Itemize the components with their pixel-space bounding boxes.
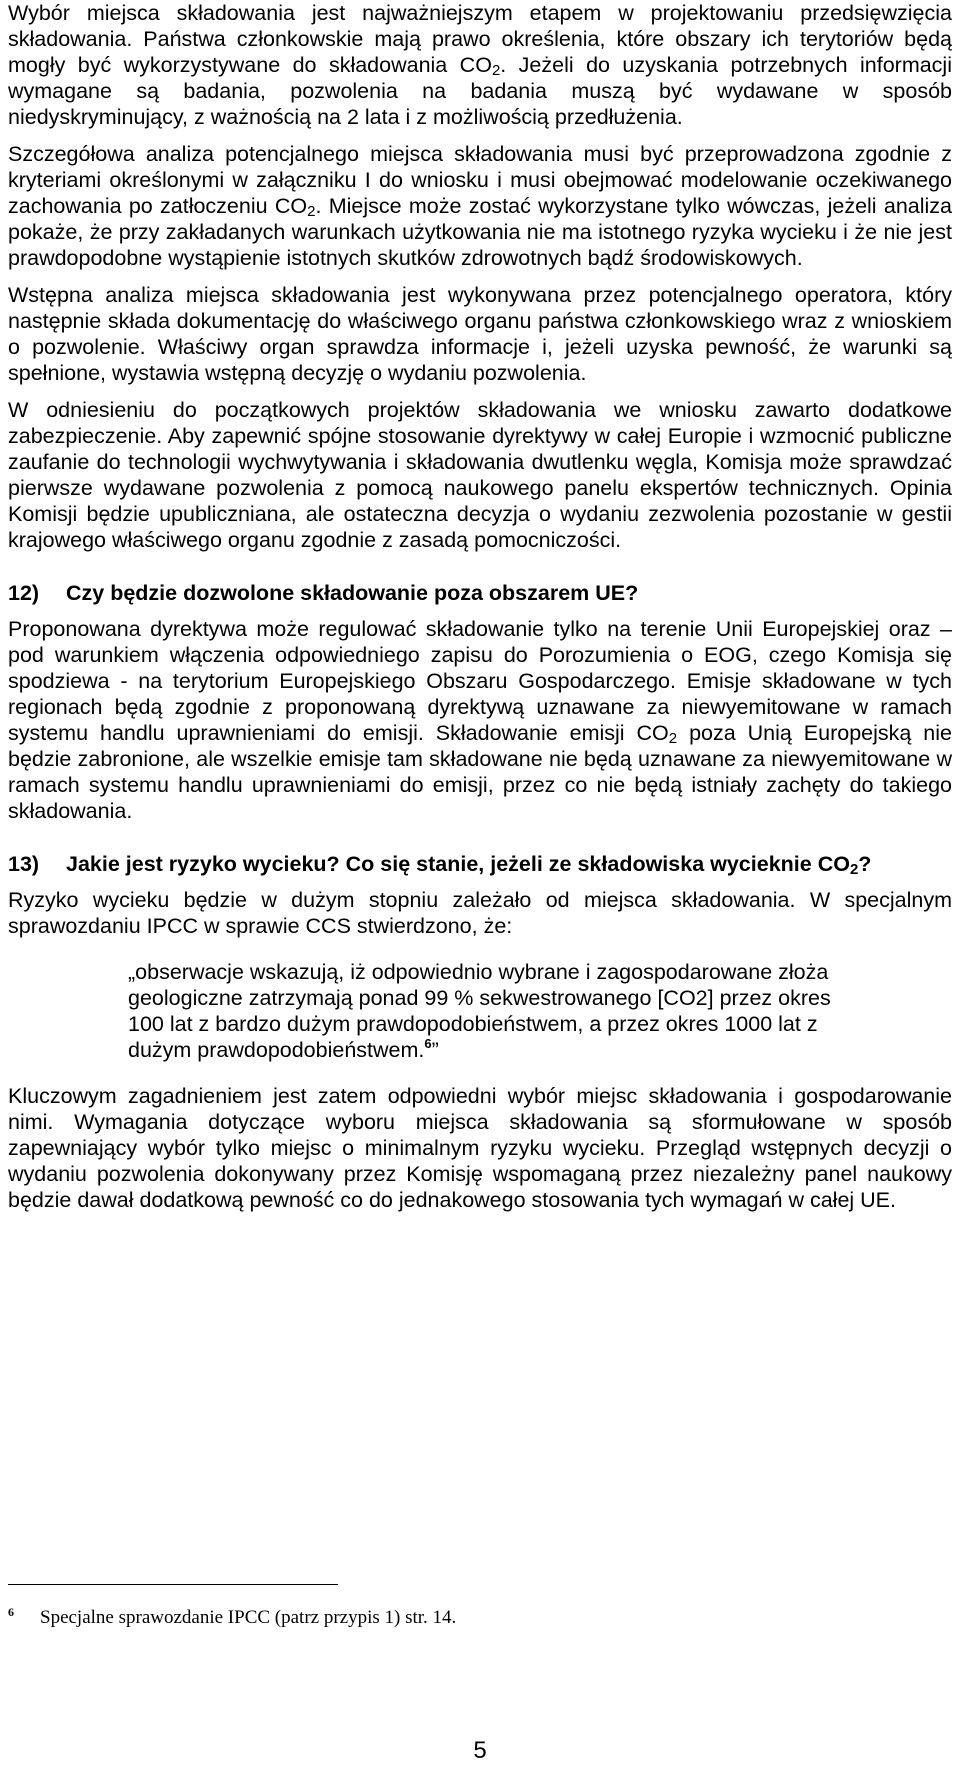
paragraph-preliminary-analysis: Wstępna analiza miejsca składowania jest wykonywana przez potencjalnego operatora, który następnie składa dokumentację do właściwego organu państwa członkowskiego wraz z wnioskiem o pozwolenie. Właściwy organ sprawdza informacje i, jeżeli uzyska pewność, że warunki są spełnione, wystawia wstępną decyzję o wydaniu pozwolenia.: [8, 283, 952, 385]
paragraph-leak-risk: Ryzyko wycieku będzie w dużym stopniu zależało od miejsca składowania. W specjalnym sprawozdaniu IPCC w sprawie CCS stwierdzono, że:: [8, 888, 952, 938]
page-number: 5: [473, 1737, 487, 1764]
paragraph-storage-outside-eu: Proponowana dyrektywa może regulować składowanie tylko na terenie Unii Europejskiej oraz – pod warunkiem włączenia odpowiedniego zapisu do Porozumienia o EOG, czego Komisja się spodziewa - na terytorium Europejskiego Obszaru Gospodarczego. Emisje składowane w tych regionach będą zgodnie z proponowaną dyrektywą uznawane za niewyemitowane w ramach systemu handlu uprawnieniami do emisji. Składowanie emisji $CO_2$ poza Unią Europejską nie będzie zabronione, ale wszelkie emisje tam składowane nie będą uznawane za niewyemitowane w ramach systemu handlu uprawnieniami do emisji, przez co nie będą istniały zachęty do takiego składowania.: [8, 617, 952, 823]
paragraph-additional-safeguard: W odniesieniu do początkowych projektów składowania we wniosku zawarto dodatkowe zabezpieczenie. Aby zapewnić spójne stosowanie dyrektywy w całej Europie i wzmocnić publiczne zaufanie do technologii wychwytywania i składowania dwutlenku węgla, Komisja może sprawdzać pierwsze wydawane pozwolenia z pomocą naukowego panelu ekspertów technicznych. Opinia Komisji będzie upubliczniana, ale ostateczna decyzja o wydaniu zezwolenia pozostanie w gestii krajowego właściwego organu zgodnie z zasadą pomocniczości.: [8, 398, 952, 552]
footnote-mark: 6: [8, 1605, 14, 1619]
footnote-text: Specjalne sprawozdanie IPCC (patrz przypis 1) str. 14.: [40, 1607, 457, 1628]
paragraph-site-selection: Wybór miejsca składowania jest najważniejszym etapem w projektowaniu przedsięwzięcia składowania. Państwa członkowskie mają prawo określenia, które obszary ich terytoriów będą mogły być wykorzystywane do składowania $CO_2$. Jeżeli do uzyskania potrzebnych informacji wymagane są badania, pozwolenia na badania muszą być wydawane w sposób niedyskryminujący, z ważnością na 2 lata i z możliwością przedłużenia.: [8, 1, 952, 129]
paragraph-site-analysis: Szczegółowa analiza potencjalnego miejsca składowania musi być przeprowadzona zgodnie z kryteriami określonymi w załączniku I do wniosku i musi obejmować modelowanie oczekiwanego zachowania po zatłoczeniu $CO_2$. Miejsce może zostać wykorzystane tylko wówczas, jeżeli analiza pokaże, że przy zakładanych warunkach użytkowania nie ma istotnego ryzyka wycieku i że nie jest prawdopodobne wystąpienie istotnych skutków zdrowotnych bądź środowiskowych.: [8, 142, 952, 270]
ipcc-quote: „obserwacje wskazują, iż odpowiednio wybrane i zagospodarowane złoża geologiczne zatrzymają ponad 99 % sekwestrowanego [CO2] przez okres 100 lat z bardzo dużym prawdopodobieństwem, a przez okres 1000 lat z dużym prawdopodobieństwem.$^6$”: [128, 960, 831, 1062]
heading-question-13: 13) Jakie jest ryzyko wycieku? Co się stanie, jeżeli ze składowiska wycieknie $CO_2$?: [8, 852, 872, 878]
paragraph-key-issue: Kluczowym zagadnieniem jest zatem odpowiedni wybór miejsc składowania i gospodarowanie nimi. Wymagania dotyczące wyboru miejsca składowania są sformułowane w sposób zapewniający wybór tylko miejsc o minimalnym ryzyku wycieku. Przegląd wstępnych decyzji o wydaniu pozwolenia dokonywany przez Komisję wspomaganą przez niezależny panel naukowy będzie dawał dodatkową pewność co do jednakowego stosowania tych wymagań w całej UE.: [8, 1084, 952, 1212]
document-page: [8, 0, 952, 1213]
footnote-separator: [8, 1584, 338, 1585]
heading-question-12: 12) Czy będzie dozwolone składowanie poza obszarem UE?: [8, 581, 639, 605]
footnote: [8, 1600, 908, 1630]
footnote-reference: 6: [424, 1036, 432, 1051]
